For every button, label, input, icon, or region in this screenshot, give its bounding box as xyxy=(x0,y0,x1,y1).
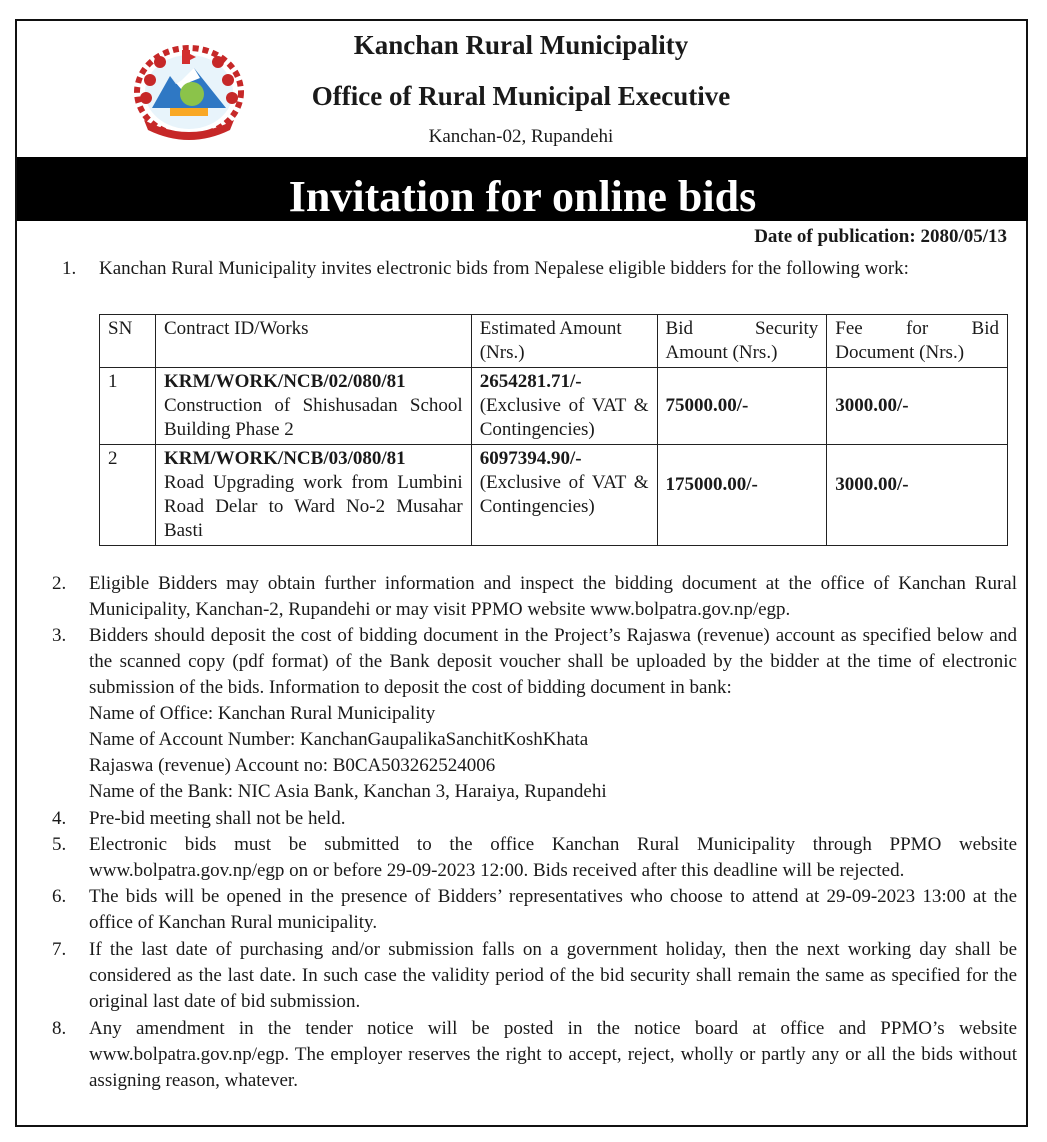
amount-note: (Exclusive of VAT & Contingencies) xyxy=(479,472,649,517)
row-security: 75000.00/- xyxy=(657,368,827,445)
amount-note: (Exclusive of VAT & Contingencies) xyxy=(479,395,649,440)
notice-title-banner xyxy=(17,157,1028,221)
item-number: 8. xyxy=(52,1018,67,1039)
contract-id: KRM/WORK/NCB/02/080/81 xyxy=(163,371,406,392)
row-contract xyxy=(155,445,471,546)
header-amount: Estimated Amount (Nrs.) xyxy=(471,315,657,368)
list-item xyxy=(52,884,1017,936)
account-name-line: Name of Account Number: KanchanGaupalikaSanchitKoshKhata xyxy=(89,729,589,750)
list-item xyxy=(52,806,1017,832)
contract-id: KRM/WORK/NCB/03/080/81 xyxy=(163,448,406,469)
account-number-line: Rajaswa (revenue) Account no: B0CA503262524006 xyxy=(89,755,496,776)
item-number: 7. xyxy=(52,939,67,960)
intro-item xyxy=(52,256,1017,282)
item-text: If the last date of purchasing and/or submission falls on a government holiday, then the next working day shall be considered as the last date. In such case the validity period of the bid security shall remain the same as specified for the original last date of bid submission. xyxy=(89,939,1017,1012)
item-text: Pre-bid meeting shall not be held. xyxy=(89,808,346,829)
row-sn: 1 xyxy=(100,368,156,445)
row-amount xyxy=(471,445,657,546)
office-name: Office of Rural Municipal Executive xyxy=(311,81,731,111)
notice-title: Invitation for online bids xyxy=(288,172,757,221)
office-name-line: Name of Office: Kanchan Rural Municipality xyxy=(89,703,436,724)
item-number: 1. xyxy=(62,258,77,279)
table-row xyxy=(100,368,1008,445)
organization-name: Kanchan Rural Municipality xyxy=(353,30,689,60)
row-amount xyxy=(471,368,657,445)
table-row xyxy=(100,445,1008,546)
row-contract xyxy=(155,368,471,445)
item-number: 3. xyxy=(52,625,67,646)
nepal-emblem-icon xyxy=(130,40,248,140)
item-number: 4. xyxy=(52,808,67,829)
item-text: Bidders should deposit the cost of bidding document in the Project’s Rajaswa (revenue) account as specified below and the scanned copy (pdf format) of the Bank deposit voucher shall be uploaded by the bidder at the time of electronic submission of the bids. Information to deposit the cost of bidding document in bank: xyxy=(89,625,1017,698)
office-address: Kanchan-02, Rupandehi xyxy=(428,126,614,147)
header-fee: Fee for Bid Document (Nrs.) xyxy=(827,315,1008,368)
item-text: Kanchan Rural Municipality invites electronic bids from Nepalese eligible bidders for the following work: xyxy=(99,258,909,279)
list-item xyxy=(52,832,1017,884)
row-fee: 3000.00/- xyxy=(827,445,1008,546)
item-number: 5. xyxy=(52,834,67,855)
item-text: Any amendment in the tender notice will be posted in the notice board at office and PPMO’s website www.bolpatra.gov.np/egp. The employer reserves the right to accept, reject, wholly or partly any or all the bids without assigning reason, whatever. xyxy=(89,1018,1017,1091)
header-contract: Contract ID/Works xyxy=(155,315,471,368)
row-security: 175000.00/- xyxy=(657,445,827,546)
item-text: Eligible Bidders may obtain further information and inspect the bidding document at the office of Kanchan Rural Municipality, Kanchan-2, Rupandehi or may visit PPMO website www.bolpatra.gov.np/egp. xyxy=(89,573,1017,620)
item-text: Electronic bids must be submitted to the office Kanchan Rural Municipality through PPMO website www.bolpatra.gov.np/egp on or before 29-09-2023 12:00. Bids received after this deadline will be rejected. xyxy=(89,834,1017,881)
table-header-row xyxy=(100,315,1008,368)
estimated-amount: 6097394.90/- xyxy=(479,448,582,469)
header-sn: SN xyxy=(100,315,156,368)
list-item xyxy=(52,623,1017,805)
list-item xyxy=(52,571,1017,623)
work-description: Road Upgrading work from Lumbini Road Delar to Ward No-2 Musahar Basti xyxy=(163,472,463,541)
list-item xyxy=(52,937,1017,1015)
row-fee: 3000.00/- xyxy=(827,368,1008,445)
header-security: Bid Security Amount (Nrs.) xyxy=(657,315,827,368)
item-text: The bids will be opened in the presence of Bidders’ representatives who choose to attend at 29-09-2023 13:00 at the office of Kanchan Rural municipality. xyxy=(89,886,1017,933)
item-number: 2. xyxy=(52,573,67,594)
list-item xyxy=(52,1016,1017,1094)
item-number: 6. xyxy=(52,886,67,907)
bid-works-table xyxy=(99,314,1008,546)
work-description: Construction of Shishusadan School Building Phase 2 xyxy=(163,395,463,440)
estimated-amount: 2654281.71/- xyxy=(479,371,582,392)
publication-date: Date of publication: 2080/05/13 xyxy=(754,226,1007,247)
bank-name-line: Name of the Bank: NIC Asia Bank, Kanchan 3, Haraiya, Rupandehi xyxy=(89,781,607,802)
row-sn: 2 xyxy=(100,445,156,546)
